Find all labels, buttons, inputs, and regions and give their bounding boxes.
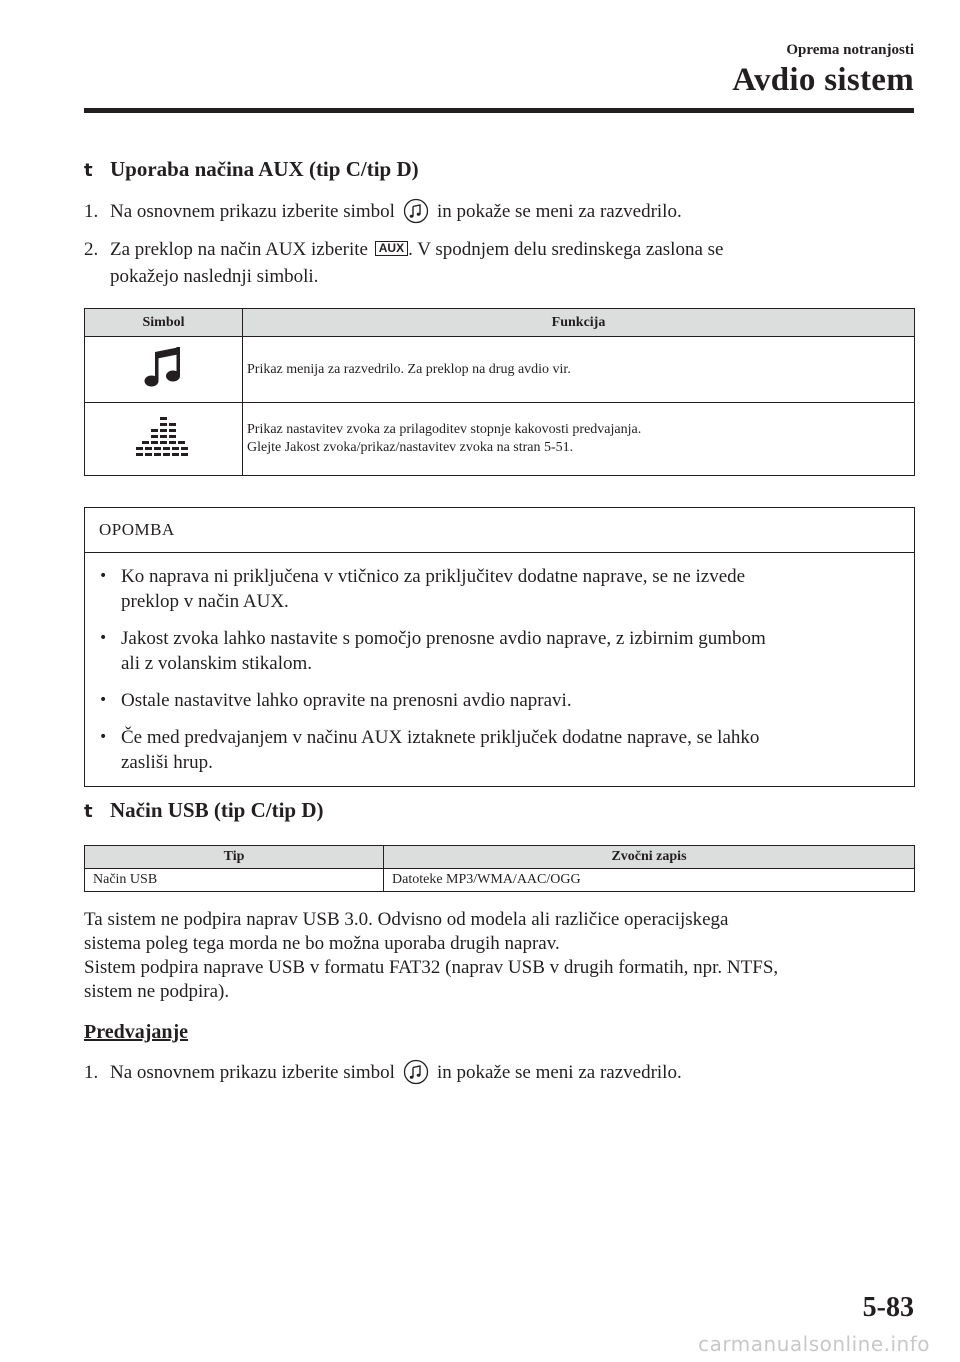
list-item [99, 688, 900, 713]
list-item [99, 725, 900, 775]
table-header-row [85, 846, 915, 869]
section-aux-heading [84, 157, 419, 182]
bullet: • [99, 729, 108, 745]
table-header-symbol: Simbol [85, 309, 243, 337]
table-row [85, 869, 915, 892]
symbol-cell [85, 403, 243, 476]
list-item [99, 626, 900, 676]
function-cell [243, 403, 915, 476]
bullet: • [99, 630, 108, 646]
music-note-icon [140, 380, 188, 395]
header-rule [84, 108, 914, 113]
note-text: Ko naprava ni priključena v vtičnico za priključitev dodatne naprave, se ne izvede [121, 566, 746, 587]
music-note-circle-icon [403, 1059, 429, 1093]
usb-text-line: sistema poleg tega morda ne bo možna uporaba drugih naprav. [84, 933, 560, 954]
note-text: Jakost zvoka lahko nastavite s pomočjo prenosne avdio naprave, z izbirnim gumbom [121, 628, 766, 649]
table-header-row [85, 309, 915, 337]
note-title: OPOMBA [85, 508, 914, 553]
note-list [85, 553, 914, 775]
note-text: Ostale nastavitve lahko opravite na prenosni avdio napravi. [121, 690, 572, 711]
usb-format-table [84, 845, 915, 892]
table-header-format: Zvočni zapis [384, 846, 915, 869]
function-text: Glejte Jakost zvoka/prikaz/nastavitev zvoka na stran 5-51. [247, 440, 574, 455]
function-cell [243, 337, 915, 403]
aux-step-2 [84, 236, 884, 290]
bullet: • [99, 568, 108, 584]
table-cell-format: Datoteke MP3/WMA/AAC/OGG [384, 869, 915, 892]
step-text-before: Na osnovnem prikazu izberite simbol [110, 201, 395, 222]
section-marker: t [84, 160, 93, 181]
step-number: 1. [84, 1062, 99, 1083]
list-item [99, 564, 900, 614]
page-number: 5-83 [862, 1292, 914, 1323]
section-aux-heading-text: Uporaba načina AUX (tip C/tip D) [110, 157, 419, 181]
step-number: 2. [84, 239, 99, 260]
step-text-after: . V spodnjem delu sredinskega zaslona se [408, 239, 724, 260]
symbol-table [84, 308, 915, 476]
table-header-type: Tip [85, 846, 384, 869]
table-header-function: Funkcija [243, 309, 915, 337]
aux-button-icon: AUX [375, 241, 408, 256]
table-row [85, 337, 915, 403]
page-title: Avdio sistem [732, 62, 914, 98]
chapter-title: Oprema notranjosti [786, 42, 914, 58]
function-text: Prikaz menija za razvedrilo. Za preklop na drug avdio vir. [247, 361, 571, 377]
music-note-circle-icon [403, 198, 429, 232]
aux-step-1 [84, 198, 682, 232]
playback-heading: Predvajanje [84, 1021, 189, 1043]
step-text-before: Za preklop na način AUX izberite [110, 239, 368, 260]
note-text: ali z volanskim stikalom. [121, 653, 313, 674]
note-box [84, 507, 915, 787]
note-text: zasliši hrup. [121, 752, 213, 773]
note-text: Če med predvajanjem v načinu AUX iztaknete priključek dodatne naprave, se lahko [121, 727, 760, 748]
function-text: Prikaz nastavitev zvoka za prilagoditev stopnje kakovosti predvajanja. [247, 422, 642, 437]
usb-text-line: sistem ne podpira). [84, 981, 230, 1002]
usb-description [84, 908, 924, 1004]
section-usb-heading [84, 798, 324, 823]
section-usb-heading-text: Način USB (tip C/tip D) [110, 798, 324, 822]
table-row [85, 403, 915, 476]
playback-step-1 [84, 1059, 682, 1093]
step-number: 1. [84, 201, 99, 222]
bullet: • [99, 692, 108, 708]
usb-text-line: Ta sistem ne podpira naprav USB 3.0. Odvisno od modela ali različice operacijskega [84, 909, 729, 930]
usb-text-line: Sistem podpira naprave USB v formatu FAT32 (naprav USB v drugih formatih, npr. NTFS, [84, 957, 779, 978]
step-text-line2: pokažejo naslednji simboli. [110, 266, 319, 287]
section-marker: t [84, 801, 93, 822]
table-cell-type: Način USB [85, 869, 384, 892]
equalizer-icon [136, 448, 192, 463]
note-text: preklop v način AUX. [121, 591, 289, 612]
watermark: carmanualsonline.info [698, 1332, 930, 1356]
step-text-after: in pokaže se meni za razvedrilo. [436, 201, 682, 222]
symbol-cell [85, 337, 243, 403]
step-text-after: in pokaže se meni za razvedrilo. [436, 1062, 682, 1083]
step-text-before: Na osnovnem prikazu izberite simbol [110, 1062, 395, 1083]
